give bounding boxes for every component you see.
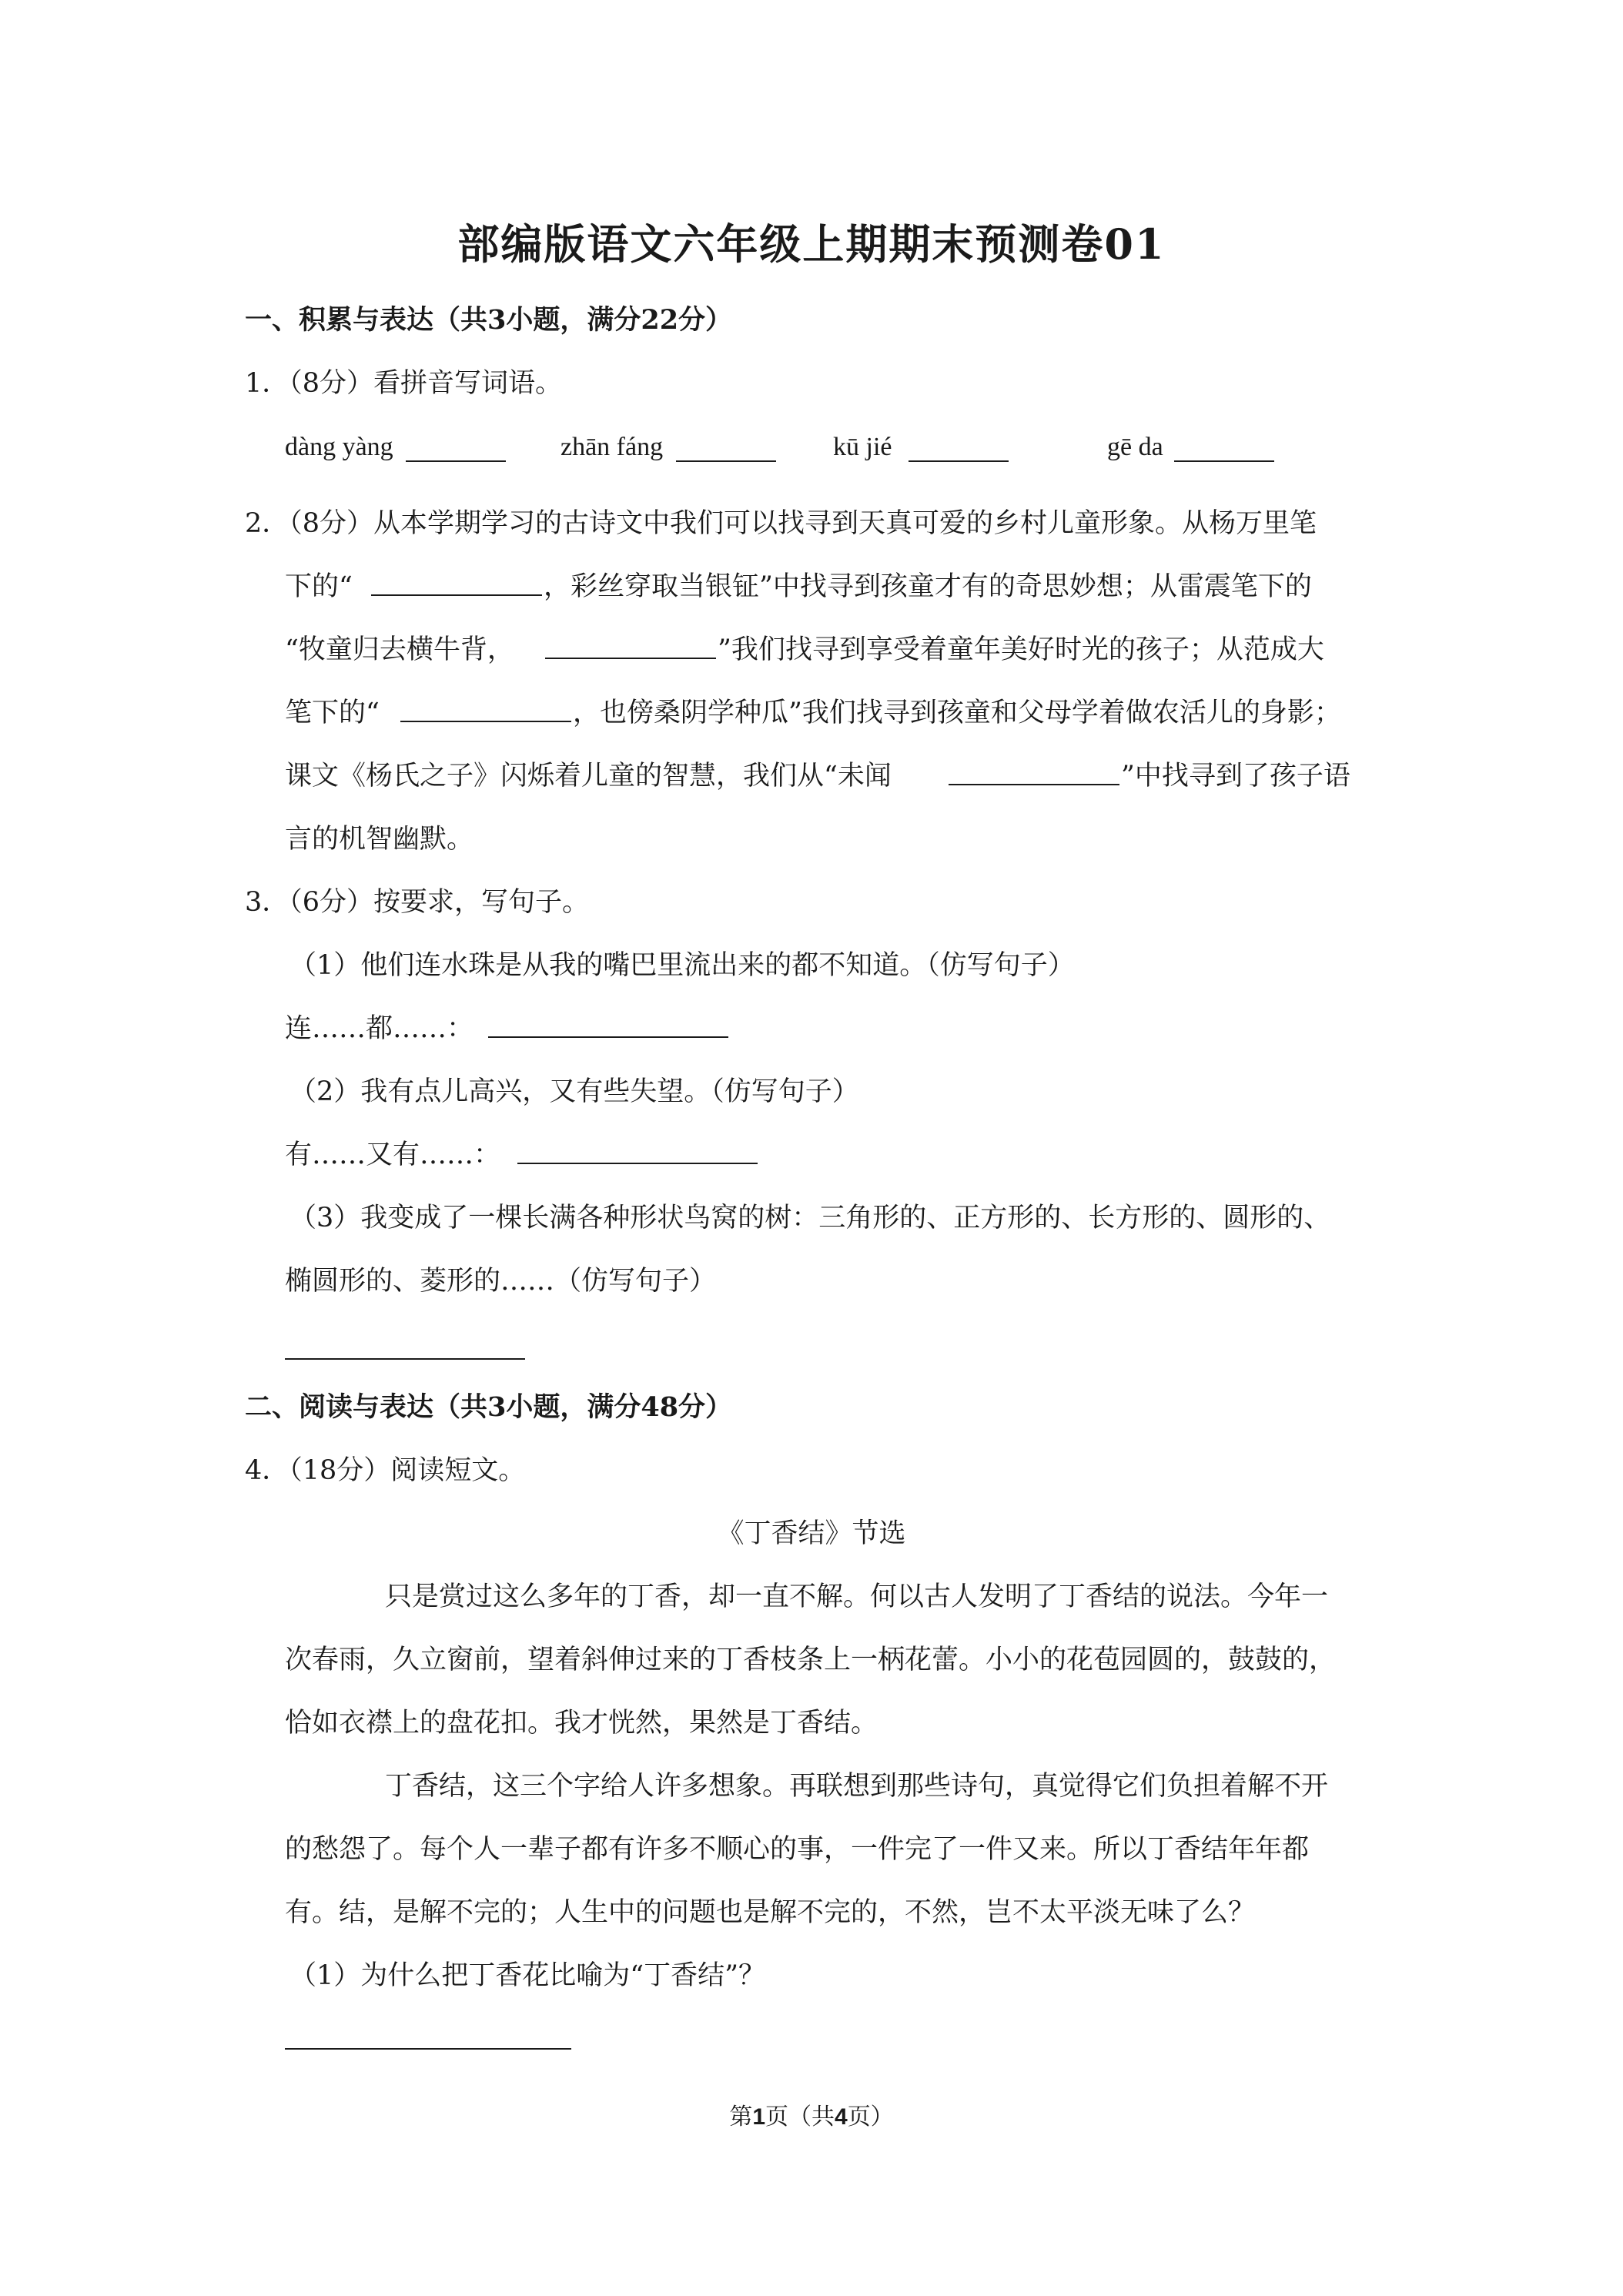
- answer-blank[interactable]: [285, 1358, 525, 1360]
- footer-page-number: 1: [752, 2104, 765, 2130]
- answer-blank[interactable]: [949, 784, 1119, 785]
- question-4-stem: 4．（18分）阅读短文。: [245, 1455, 526, 1486]
- answer-blank[interactable]: [406, 460, 506, 462]
- question-3-sub-2: （2）我有点儿高兴，又有些失望。（仿写句子）: [289, 1076, 859, 1107]
- answer-blank[interactable]: [676, 460, 776, 462]
- answer-blank[interactable]: [1174, 460, 1274, 462]
- question-2-line-3a: “牧童归去横牛背，: [285, 634, 514, 665]
- footer-mid: 页（共: [765, 2104, 835, 2130]
- question-3-sub-1: （1）他们连水珠是从我的嘴巴里流出来的都不知道。（仿写句子）: [289, 950, 1075, 981]
- footer-suffix: 页）: [847, 2104, 894, 2130]
- section-heading-1: 一、积累与表达（共3小题，满分22分）: [245, 304, 733, 336]
- answer-blank[interactable]: [545, 658, 716, 659]
- pinyin-2: zhān fáng: [561, 433, 664, 461]
- answer-blank[interactable]: [517, 1163, 758, 1164]
- answer-blank[interactable]: [285, 2048, 571, 2050]
- question-4-sub-1: （1）为什么把丁香花比喻为“丁香结”？: [289, 1960, 766, 1991]
- question-2-line-4b: ，也傍桑阴学种瓜”我们找寻到孩童和父母学着做农活儿的身影；: [573, 698, 1341, 728]
- pinyin-1: dàng yàng: [285, 433, 393, 461]
- passage-paragraph-1-line-3: 恰如衣襟上的盘花扣。我才恍然，果然是丁香结。: [285, 1708, 878, 1739]
- question-3-sub-3-line-2: 椭圆形的、菱形的……（仿写句子）: [285, 1266, 717, 1297]
- question-3-sub-3-line-1: （3）我变成了一棵长满各种形状鸟窝的树：三角形的、正方形的、长方形的、圆形的、: [289, 1203, 1331, 1233]
- passage-title: 《丁香结》节选: [717, 1518, 906, 1549]
- answer-blank[interactable]: [488, 1036, 728, 1038]
- question-2-line-5b: ”中找寻到了孩子语: [1121, 761, 1350, 792]
- answer-blank[interactable]: [909, 460, 1009, 462]
- question-2-line-3b: ”我们找寻到享受着童年美好时光的孩子；从范成大: [718, 634, 1324, 665]
- footer-total-pages: 4: [835, 2104, 848, 2130]
- question-3-stem: 3．（6分）按要求，写句子。: [245, 887, 590, 918]
- page-title: 部编版语文六年级上期期末预测卷01: [457, 219, 1166, 269]
- question-2-line-2a: 下的“: [285, 571, 353, 602]
- passage-paragraph-1-line-2: 次春雨，久立窗前，望着斜伸过来的丁香枝条上一柄花蕾。小小的花苞园圆的，鼓鼓的，: [285, 1645, 1337, 1675]
- question-3-sub-2-prefix: 有……又有……：: [285, 1140, 501, 1170]
- answer-blank[interactable]: [371, 594, 542, 596]
- footer-prefix: 第: [729, 2104, 753, 2130]
- question-2-line-6: 言的机智幽默。: [285, 824, 474, 855]
- page-footer: [0, 2097, 1623, 2131]
- question-2-line-5a: 课文《杨氏之子》闪烁着儿童的智慧，我们从“未闻: [285, 761, 892, 792]
- passage-paragraph-2-line-1: 丁香结，这三个字给人许多想象。再联想到那些诗句，真觉得它们负担着解不开: [385, 1771, 1329, 1802]
- question-1-stem: 1．（8分）看拼音写词语。: [245, 368, 563, 399]
- question-2-line-2b: ，彩丝穿取当银钲”中找寻到孩童才有的奇思妙想；从雷震笔下的: [544, 571, 1312, 602]
- passage-paragraph-2-line-3: 有。结，是解不完的；人生中的问题也是解不完的，不然，岂不太平淡无味了么？: [285, 1897, 1256, 1928]
- question-2-line-4a: 笔下的“: [285, 698, 380, 728]
- question-3-sub-1-prefix: 连……都……：: [285, 1013, 474, 1044]
- pinyin-4: gē da: [1107, 433, 1163, 461]
- passage-paragraph-2-line-2: 的愁怨了。每个人一辈子都有许多不顺心的事，一件完了一件又来。所以丁香结年年都: [285, 1834, 1310, 1865]
- pinyin-3: kū jié: [833, 433, 892, 461]
- section-heading-2: 二、阅读与表达（共3小题，满分48分）: [245, 1391, 733, 1423]
- answer-blank[interactable]: [400, 721, 571, 722]
- question-2-line-1: 2．（8分）从本学期学习的古诗文中我们可以找寻到天真可爱的乡村儿童形象。从杨万里笔: [245, 508, 1317, 539]
- passage-paragraph-1-line-1: 只是赏过这么多年的丁香，却一直不解。何以古人发明了丁香结的说法。今年一: [385, 1581, 1329, 1612]
